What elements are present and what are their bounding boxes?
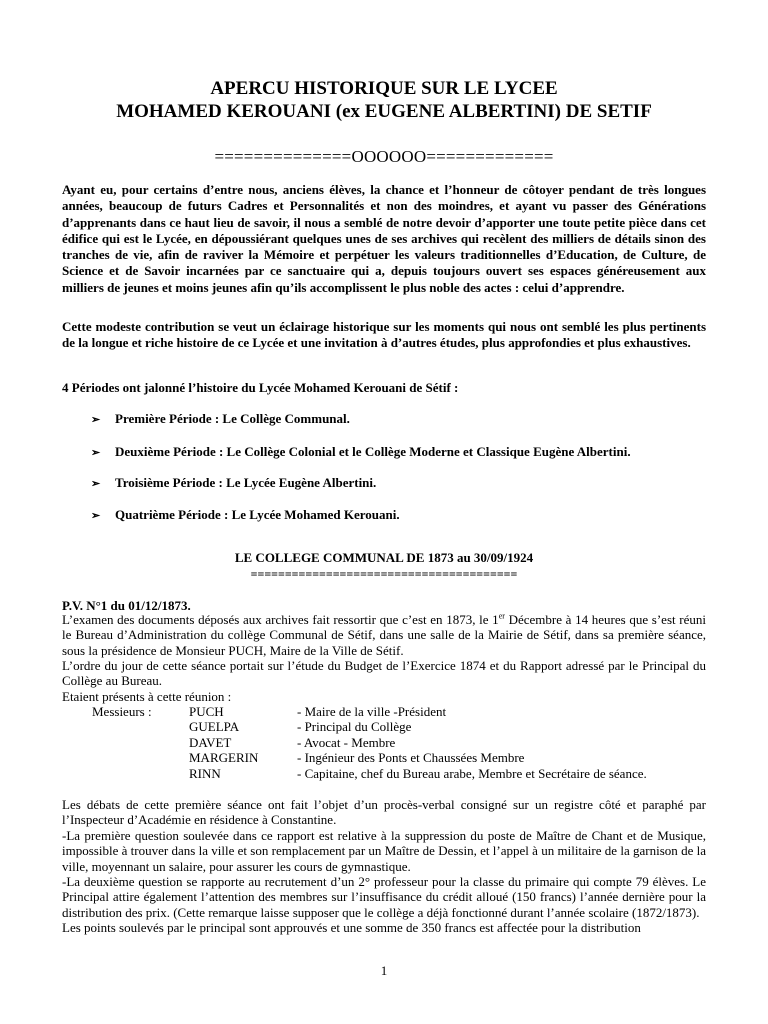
pv-paragraph-debats: Les débats de cette première séance ont fait l’objet d’un procès-verbal consigné sur un registre côté et paraphé par l’Inspecteur d’Académie en résidence à Constantine. — [62, 797, 706, 828]
pv-paragraph-4 — [62, 797, 706, 936]
page-number: 1 — [380, 963, 388, 978]
intro-paragraph-1: Ayant eu, pour certains d’entre nous, anciens élèves, la chance et l’honneur de côtoyer pendant de très longues années, beaucoup de futurs Cadres et Personnalités et non des moindres, et ayant vu passer des Générations d’apprenants dans ce haut lieu de savoir, il nous a semblé de notre devoir d’apporter une toute petite pièce dans cet édifice qui est le Lycée, en dépoussiérant quelques unes de ses archives qui recèlent des milliers de détails sinon des tranches de vie, afin de raviver la Mémoire et perpétuer les valeurs traditionnelles d’Education, de Culture, de Science et de Savoir incarnées par ce sanctuaire qui a, depuis toujours ouvert ses espaces généreusement aux milliers de jeunes et moins jeunes afin qu’ils accomplissent le plus noble des actes : celui d’apprendre. — [62, 182, 706, 295]
pv-paragraph-question-2: -La deuxième question se rapporte au recrutement d’un 2° professeur pour la classe du primaire qui compte 79 élèves. Le Principal attire également l’attention des membres sur l’insuffisance du crédit alloué (150 francs) l’année dernière pour la distribution des prix. (Cette remarque laisse supposer que le collège a déjà fonctionné durant l’année scolaire (1872/1873). — [62, 874, 706, 920]
members-label: Messieurs : — [92, 704, 152, 719]
section-heading: LE COLLEGE COMMUNAL DE 1873 au 30/09/1924 — [234, 550, 534, 565]
pv-title: P.V. N°1 du 01/12/1873. — [62, 598, 191, 613]
member-name: DAVET — [189, 734, 232, 750]
member-role: - Capitaine, chef du Bureau arabe, Membre et Secrétaire de séance. — [297, 765, 647, 781]
section-separator: ======================================= — [250, 567, 518, 581]
member-role: - Avocat - Membre — [297, 734, 396, 750]
pv-paragraph-1 — [62, 612, 706, 658]
intro-paragraph-3: 4 Périodes ont jalonné l’histoire du Lycée Mohamed Kerouani de Sétif : — [62, 380, 459, 395]
member-role: - Principal du Collège — [297, 719, 412, 735]
period-item-3 — [91, 475, 376, 492]
member-role: - Ingénieur des Ponts et Chaussées Membre — [297, 750, 525, 766]
period-item-1 — [91, 411, 350, 428]
period-item-4 — [91, 507, 400, 524]
member-name: PUCH — [189, 704, 224, 719]
arrow-bullet-icon: ➢ — [91, 447, 101, 459]
period-item-2 — [91, 444, 631, 461]
arrow-bullet-icon: ➢ — [91, 478, 101, 490]
arrow-bullet-icon: ➢ — [91, 510, 101, 522]
title-line-1: APERCU HISTORIQUE SUR LE LYCEE — [210, 78, 558, 99]
member-name: RINN — [189, 765, 221, 781]
separator-top: ==============OOOOOO============= — [214, 147, 554, 166]
pv-text: L’examen des documents déposés aux archives fait ressortir que c’est en 1873, le 1 — [62, 612, 499, 627]
title-line-2: MOHAMED KEROUANI (ex EUGENE ALBERTINI) DE SETIF — [116, 101, 652, 122]
period-label: Deuxième Période : Le Collège Colonial et le Collège Moderne et Classique Eugène Albertini. — [115, 444, 631, 459]
intro-paragraph-2: Cette modeste contribution se veut un éclairage historique sur les moments qui nous ont semblé les plus pertinents de la longue et riche histoire de ce Lycée et une invitation à d’autres études, plus approfondies et plus exhaustives. — [62, 319, 706, 351]
superscript: er — [498, 611, 505, 621]
pv-paragraph-question-1: -La première question soulevée dans ce rapport est relative à la suppression du poste de Maître de Chant et de Musique, impossible à trouver dans la ville et son remplacement par un Maître de Dessin, et l’appel à un militaire de la garnison de la ville, moyennant un salaire, pour assurer les cours de gymnastique. — [62, 827, 706, 874]
period-label: Troisième Période : Le Lycée Eugène Albertini. — [115, 475, 377, 490]
pv-paragraph-approval: Les points soulevés par le principal sont approuvés et une somme de 350 francs est affectée pour la distribution — [62, 920, 641, 936]
pv-paragraph-2: L’ordre du jour de cette séance portait sur l’étude du Budget de l’Exercice 1874 et du Rapport adressé par le Principal du Collège au Bureau. — [62, 658, 706, 689]
member-name: GUELPA — [189, 719, 240, 735]
member-name: MARGERIN — [189, 750, 259, 766]
period-label: Première Période : Le Collège Communal. — [115, 411, 350, 426]
member-role: - Maire de la ville -Président — [297, 704, 447, 719]
period-label: Quatrième Période : Le Lycée Mohamed Kerouani. — [115, 507, 400, 522]
pv-text: Décembre à 14 heures que s’est réuni le Bureau d’Administration du collège Communal de Sétif, dans une salle de la Mairie de Sétif, dans sa première séance, sous la présidence de Monsieur PUCH, Maire de la Ville de Sétif. — [62, 612, 706, 658]
pv-paragraph-3: Etaient présents à cette réunion : — [62, 689, 232, 704]
arrow-bullet-icon: ➢ — [91, 414, 101, 426]
